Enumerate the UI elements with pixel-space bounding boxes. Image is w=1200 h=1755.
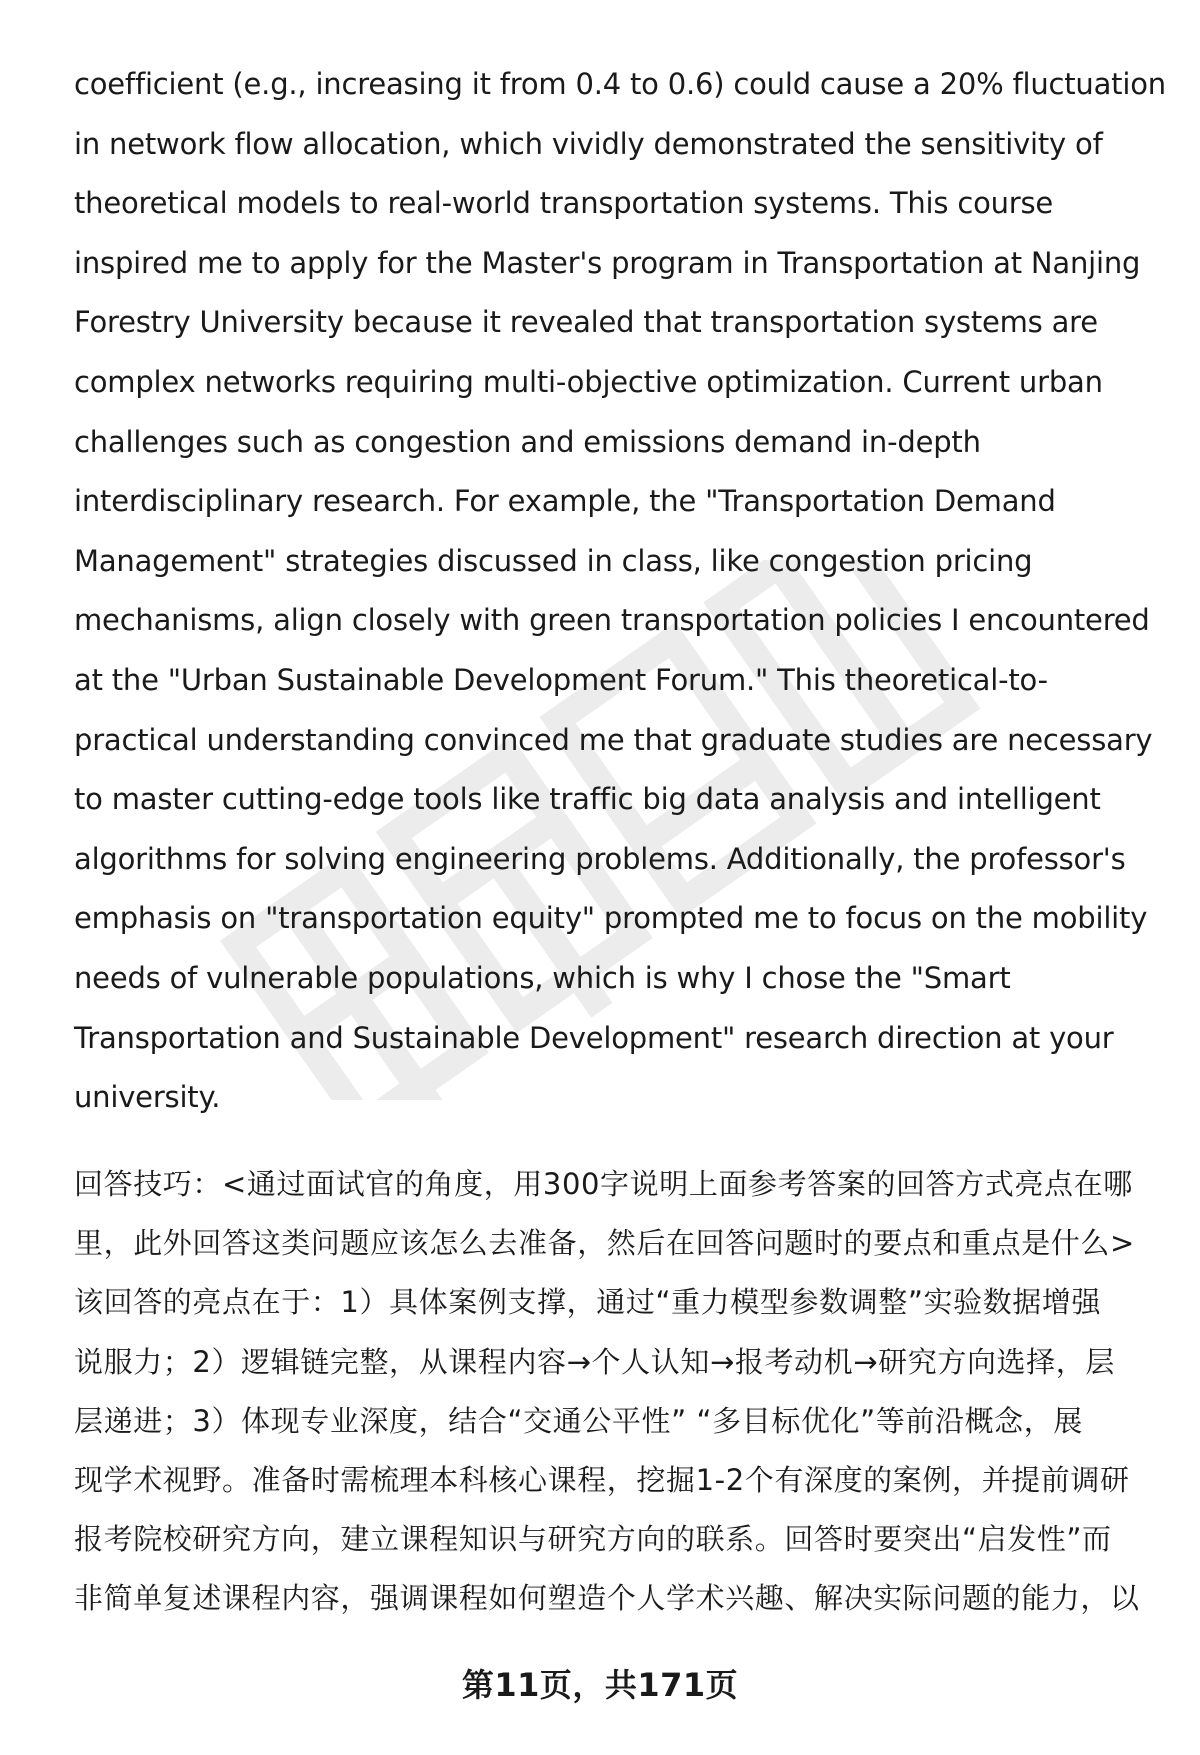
essay-line: Transportation and Sustainable Development" research direction at your bbox=[74, 1020, 1114, 1055]
essay-line: challenges such as congestion and emissions demand in-depth bbox=[74, 424, 981, 459]
essay-line: practical understanding convinced me that graduate studies are necessary bbox=[74, 722, 1153, 757]
tips-paragraph bbox=[74, 1155, 1154, 1629]
essay-line: interdisciplinary research. For example, the "Transportation Demand bbox=[74, 484, 1056, 519]
essay-line: coefficient (e.g., increasing it from 0.4 to 0.6) could cause a 20% fluctuation bbox=[74, 67, 1166, 101]
tips-line: 现学术视野。准备时需梳理本科核心课程，挖掘1-2个有深度的案例，并提前调研 bbox=[74, 1462, 1130, 1497]
essay-line: theoretical models to real-world transportation systems. This course bbox=[74, 186, 1054, 221]
essay-line: inspired me to apply for the Master's program in Transportation at Nanjing bbox=[74, 245, 1141, 280]
tips-line: 里，此外回答这类问题应该怎么去准备，然后在回答问题时的要点和重点是什么> bbox=[74, 1226, 1135, 1261]
tips-line: 层递进；3）体现专业深度，结合“交通公平性” “多目标优化”等前沿概念，展 bbox=[74, 1403, 1083, 1438]
tips-line: 说服力；2）逻辑链完整，从课程内容→个人认知→报考动机→研究方向选择，层 bbox=[74, 1344, 1115, 1379]
essay-paragraph bbox=[74, 55, 1166, 1128]
tips-line: 非简单复述课程内容，强调课程如何塑造个人学术兴趣、解决实际问题的能力，以 bbox=[74, 1581, 1140, 1616]
essay-line: Forestry University because it revealed that transportation systems are bbox=[74, 305, 1098, 340]
essay-line: to master cutting-edge tools like traffic big data analysis and intelligent bbox=[74, 782, 1101, 817]
essay-line: Management" strategies discussed in class, like congestion pricing bbox=[74, 543, 1033, 578]
essay-line: emphasis on "transportation equity" prompted me to focus on the mobility bbox=[74, 901, 1148, 936]
page-number-footer: 第11页，共171页 bbox=[461, 1666, 739, 1704]
tips-line: 该回答的亮点在于：1）具体案例支撑，通过“重力模型参数调整”实验数据增强 bbox=[74, 1285, 1102, 1320]
essay-line: university. bbox=[74, 1080, 221, 1115]
tips-line: 报考院校研究方向，建立课程知识与研究方向的联系。回答时要突出“启发性”而 bbox=[74, 1522, 1112, 1557]
essay-line: mechanisms, align closely with green transportation policies I encountered bbox=[74, 603, 1150, 638]
essay-line: complex networks requiring multi-objective optimization. Current urban bbox=[74, 364, 1103, 399]
essay-line: at the "Urban Sustainable Development Forum." This theoretical-to- bbox=[74, 662, 1048, 697]
essay-line: needs of vulnerable populations, which is why I chose the "Smart bbox=[74, 960, 1011, 995]
tips-line: 回答技巧：<通过面试官的角度，用300字说明上面参考答案的回答方式亮点在哪 bbox=[74, 1167, 1133, 1201]
essay-line: algorithms for solving engineering problems. Additionally, the professor's bbox=[74, 841, 1126, 876]
essay-line: in network flow allocation, which vividly demonstrated the sensitivity of bbox=[74, 126, 1103, 161]
